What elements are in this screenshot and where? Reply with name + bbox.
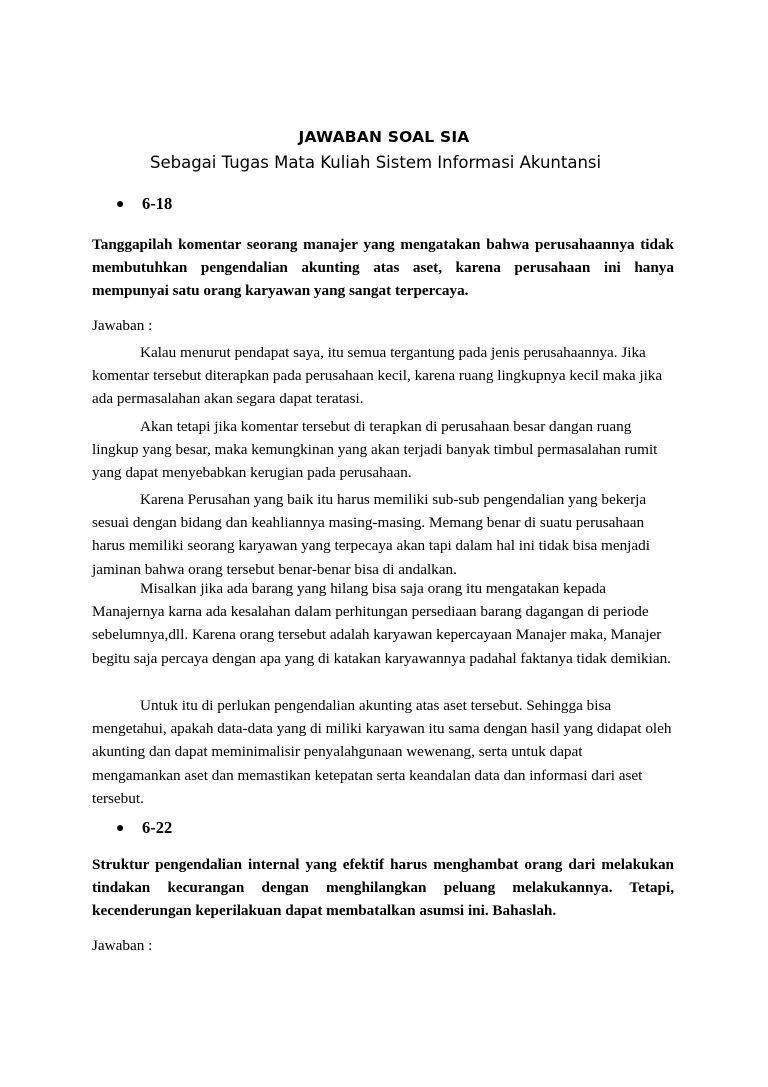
answer-paragraph: Misalkan jika ada barang yang hilang bisa saja orang itu mengatakan kepada Manajernya karna ada kesalahan dalam perhitungan persediaan barang dagangan di periode sebelumnya,dll. Karena orang tersebut adalah karyawan kepercayaan Manajer maka, Manajer begitu saja percaya dengan apa yang di katakan karyawannya padahal faktanya tidak demikian. (92, 580, 671, 667)
document-subtitle: Sebagai Tugas Mata Kuliah Sistem Informasi Akuntansi (150, 153, 602, 172)
bullet-icon: ● (116, 821, 125, 836)
question-6-18: Tanggapilah komentar seorang manajer yang mengatakan bahwa perusahaannya tidak membutuhkan pengendalian akunting atas aset, karena perusahaan ini hanya mempunyai satu orang karyawan yang sangat terpercaya. (92, 236, 674, 300)
section-heading-6-22 (116, 818, 172, 838)
document-title: JAWABAN SOAL SIA (298, 128, 470, 146)
question-6-22: Struktur pengendalian internal yang efektif harus menghambat orang dari melakukan tindakan kecurangan dengan menghilangkan peluang melakukannya. Tetapi, kecenderungan keperilakuan dapat membatalkan asumsi ini. Bahaslah. (92, 856, 674, 920)
answer-paragraph: Untuk itu di perlukan pengendalian akunting atas aset tersebut. Sehingga bisa mengetahui, apakah data-data yang di miliki karyawan itu sama dengan hasil yang didapat oleh akunting dan dapat meminimalisir penyalahgunaan wewenang, serta untuk dapat mengamankan aset dan memastikan ketepatan serta keandalan data dan informasi dari aset tersebut. (92, 697, 672, 807)
section-number: 6-22 (142, 818, 173, 837)
bullet-icon: ● (116, 197, 125, 212)
answer-paragraph: Karena Perusahan yang baik itu harus memiliki sub-sub pengendalian yang bekerja sesuai dengan bidang dan keahliannya masing-masing. Memang benar di suatu perusahaan harus memiliki seorang karyawan yang terpecaya akan tapi dalam hal ini tidak bisa menjadi jaminan bahwa orang tersebut benar-benar bisa di andalkan. (92, 491, 650, 578)
answer-paragraph: Akan tetapi jika komentar tersebut di terapkan di perusahaan besar dangan ruang lingkup yang besar, maka kemungkinan yang akan terjadi banyak timbul permasalahan rumit yang dapat menyebabkan kerugian pada perusahaan. (92, 418, 658, 482)
section-number: 6-18 (142, 194, 173, 213)
section-heading-6-18 (116, 194, 172, 214)
answer-label-6-22: Jawaban : (92, 937, 153, 954)
answer-paragraph: Kalau menurut pendapat saya, itu semua tergantung pada jenis perusahaannya. Jika komentar tersebut diterapkan pada perusahaan kecil, karena ruang lingkupnya kecil maka jika ada permasalahan akan segara dapat teratasi. (92, 344, 663, 408)
answer-label-6-18: Jawaban : (92, 317, 153, 334)
